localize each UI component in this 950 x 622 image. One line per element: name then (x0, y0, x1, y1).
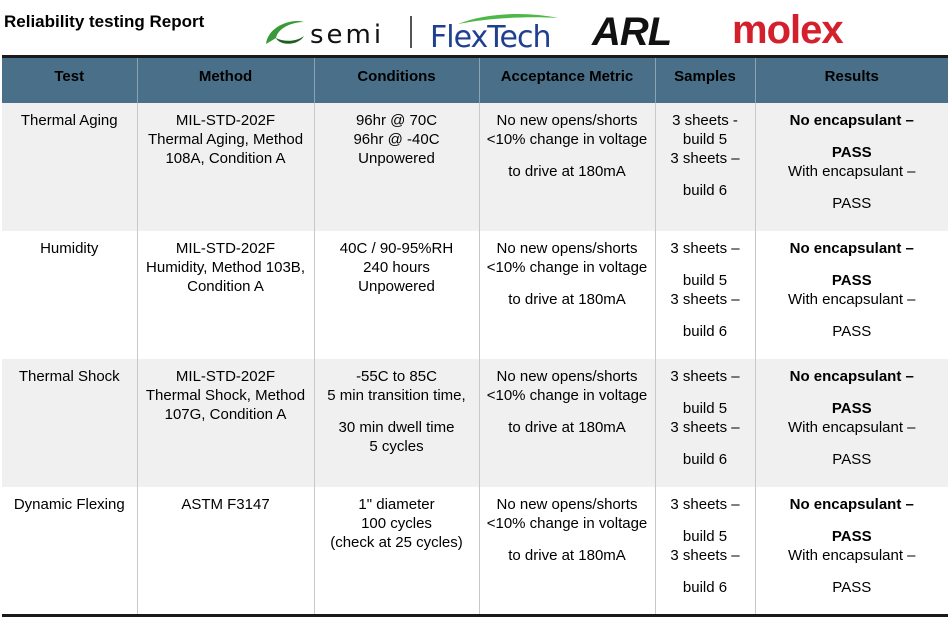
reliability-table (2, 55, 948, 615)
table-header-row (2, 57, 948, 103)
result-pass: PASS (832, 322, 872, 340)
method-line: ASTM F3147 (181, 495, 270, 513)
semi-swoosh-icon (262, 16, 308, 50)
results-cell (755, 231, 948, 359)
samples-line: 3 sheets – (670, 367, 740, 385)
samples-cell (655, 231, 755, 359)
conditions-cell (314, 487, 479, 615)
method-cell (137, 103, 314, 231)
column-header-test: Test (54, 68, 85, 85)
condition-line: 5 cycles (369, 437, 424, 455)
metric-cell (479, 103, 655, 231)
table-bottom-rule (2, 614, 948, 617)
results-cell (755, 103, 948, 231)
semi-logo-text: semi (310, 20, 385, 50)
result-pass: PASS (831, 527, 872, 545)
samples-cell (655, 487, 755, 615)
test-cell (2, 487, 137, 615)
samples-line: build 5 (682, 527, 728, 545)
method-line: Thermal Shock, Method (145, 386, 306, 404)
result-pass: PASS (831, 399, 872, 417)
result-pass: PASS (831, 271, 872, 289)
result-pass: PASS (832, 450, 872, 468)
column-header-samples: Samples (655, 57, 755, 103)
flextech-logo (428, 12, 551, 55)
samples-line: build 6 (682, 578, 728, 596)
result-pass: PASS (832, 194, 872, 212)
samples-line: 3 sheets – (670, 239, 740, 257)
test-name: Thermal Shock (18, 367, 120, 385)
samples-line: 3 sheets - (672, 111, 738, 129)
result-line: With encapsulant – (787, 418, 916, 436)
samples-cell (655, 359, 755, 487)
molex-logo-text: molex (732, 8, 843, 52)
method-line: MIL-STD-202F (175, 239, 276, 257)
condition-line: Unpowered (358, 277, 435, 295)
table-row (2, 487, 948, 615)
condition-line: 30 min dwell time (338, 418, 455, 436)
table-row (2, 359, 948, 487)
method-line: Humidity, Method 103B, (146, 258, 305, 276)
column-header-results: Results (755, 57, 948, 103)
method-line: MIL-STD-202F (175, 367, 276, 385)
samples-line: build 5 (682, 130, 728, 148)
metric-line: to drive at 180mA (508, 418, 626, 436)
method-line: 108A, Condition A (165, 149, 286, 167)
result-line: No encapsulant – (789, 239, 914, 257)
arl-logo-text: ARL (592, 10, 672, 54)
test-name: Thermal Aging (20, 111, 118, 129)
samples-line: build 6 (682, 450, 728, 468)
metric-line: No new opens/shorts (496, 495, 638, 513)
condition-line: 5 min transition time, (327, 386, 466, 404)
metric-line: <10% change in voltage (486, 130, 648, 148)
metric-line: No new opens/shorts (496, 239, 638, 257)
result-line: With encapsulant – (787, 546, 916, 564)
condition-line: 40C / 90-95%RH (339, 239, 454, 257)
condition-line: -55C to 85C (356, 367, 437, 385)
result-pass: PASS (832, 578, 872, 596)
samples-line: 3 sheets – (670, 290, 740, 308)
samples-line: build 5 (682, 399, 728, 417)
method-line: 107G, Condition A (164, 405, 287, 423)
metric-line: <10% change in voltage (486, 386, 648, 404)
samples-line: 3 sheets – (670, 546, 740, 564)
metric-line: <10% change in voltage (486, 258, 648, 276)
metric-cell (479, 231, 655, 359)
metric-line: No new opens/shorts (496, 111, 638, 129)
samples-line: 3 sheets – (670, 495, 740, 513)
metric-line: No new opens/shorts (496, 367, 638, 385)
method-cell (137, 359, 314, 487)
report-header (0, 0, 950, 55)
metric-line: to drive at 180mA (508, 290, 626, 308)
metric-line: to drive at 180mA (508, 546, 626, 564)
metric-line: <10% change in voltage (486, 514, 648, 532)
condition-line: 100 cycles (361, 514, 432, 532)
condition-line: (check at 25 cycles) (330, 533, 463, 551)
column-header-acceptance-metric: Acceptance Metric (479, 57, 655, 103)
metric-line: to drive at 180mA (508, 162, 626, 180)
samples-line: build 5 (682, 271, 728, 289)
metric-cell (479, 487, 655, 615)
conditions-cell (314, 103, 479, 231)
condition-line: 96hr @ 70C (355, 111, 438, 129)
method-line: Condition A (187, 277, 264, 295)
test-name: Dynamic Flexing (13, 495, 125, 513)
samples-line: build 6 (682, 322, 728, 340)
method-cell (137, 487, 314, 615)
molex-logo (732, 8, 872, 52)
condition-line: 96hr @ -40C (353, 130, 440, 148)
results-cell (755, 487, 948, 615)
column-header-method: Method (137, 57, 314, 103)
method-line: MIL-STD-202F (175, 111, 276, 129)
test-name: Humidity (40, 239, 99, 257)
test-cell (2, 103, 137, 231)
result-line: No encapsulant – (789, 111, 914, 129)
samples-line: 3 sheets – (670, 418, 740, 436)
table-row (2, 231, 948, 359)
conditions-cell (314, 231, 479, 359)
method-cell (137, 231, 314, 359)
conditions-cell (314, 359, 479, 487)
condition-line: 1" diameter (358, 495, 435, 513)
condition-line: Unpowered (358, 149, 435, 167)
test-cell (2, 231, 137, 359)
result-line: No encapsulant – (789, 495, 914, 513)
arl-logo (588, 8, 684, 54)
metric-cell (479, 359, 655, 487)
result-line: With encapsulant – (787, 162, 916, 180)
samples-line: build 6 (682, 181, 728, 199)
result-pass: PASS (831, 143, 872, 161)
results-cell (755, 359, 948, 487)
condition-line: 240 hours (363, 258, 430, 276)
method-line: Thermal Aging, Method (147, 130, 304, 148)
result-line: With encapsulant – (787, 290, 916, 308)
logo-divider (410, 16, 412, 48)
samples-cell (655, 103, 755, 231)
samples-line: 3 sheets – (670, 149, 740, 167)
column-header-conditions: Conditions (314, 57, 479, 103)
result-line: No encapsulant – (789, 367, 914, 385)
semi-logo (262, 16, 402, 50)
report-title: Reliability testing Report (4, 12, 205, 31)
flextech-logo-text: FlexTech (430, 20, 551, 55)
test-cell (2, 359, 137, 487)
table-row (2, 103, 948, 231)
